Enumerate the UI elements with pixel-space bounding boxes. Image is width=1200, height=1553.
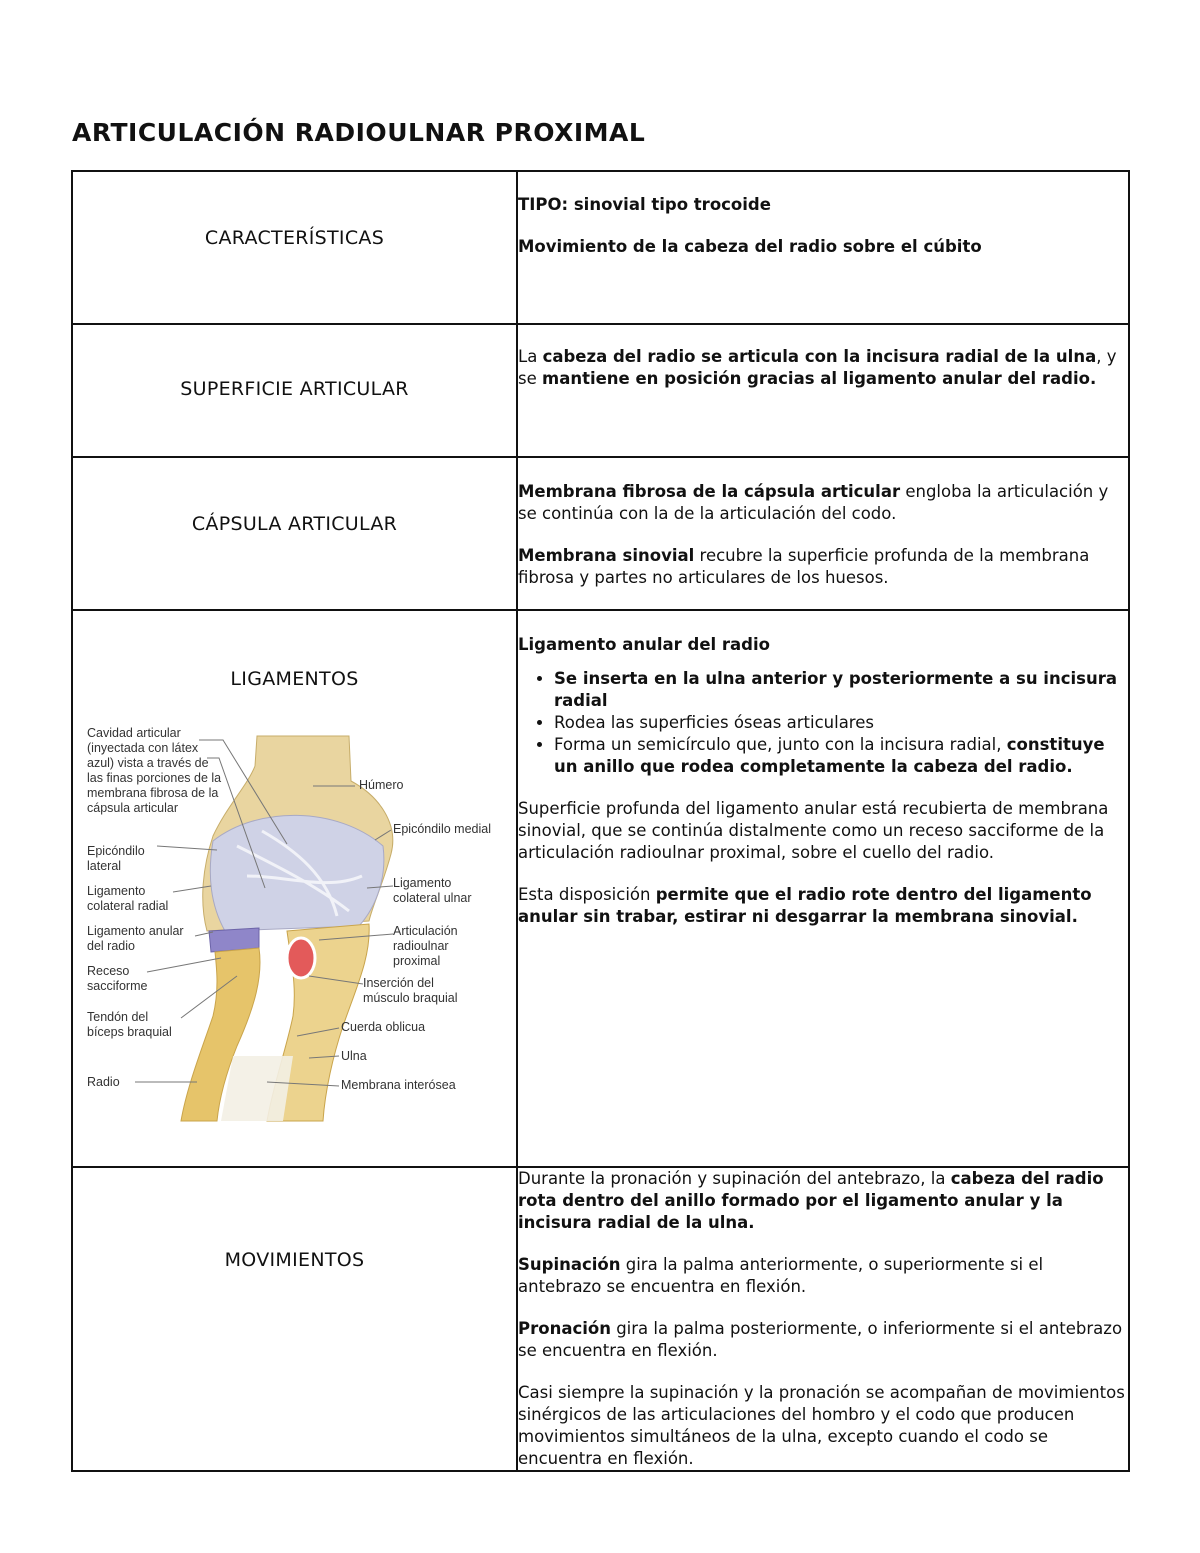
content-cell [517,324,1129,457]
movimiento-text: Movimiento de la cabeza del radio sobre el cúbito [518,237,982,256]
label-lig-colateral-ulnar: Ligamento colateral ulnar [393,876,472,905]
label-radio: Radio [87,1075,120,1089]
content-cell [517,457,1129,610]
label-tendon: Tendón del bíceps braquial [87,1010,172,1039]
content-cell [517,1167,1129,1471]
label-epicondilo-lateral: Epicóndilo lateral [87,844,145,873]
label-cuerda: Cuerda oblicua [341,1020,426,1034]
ligament-heading: Ligamento anular del radio [518,635,770,654]
ligament-paragraph-1: Superficie profunda del ligamento anular está recubierta de membrana sinovial, que se continúa distalmente como un receso sacciforme de la articulación radioulnar proximal, sobre el cuello del radio. [518,799,1109,862]
label-cell [72,324,517,457]
movimientos-paragraph-4: Casi siempre la supinación y la pronación se acompañan de movimientos sinérgicos de las articulaciones del hombro y el codo que producen movimientos simultáneos de la ulna, excepto cuando el codo se encuentra en flexión. [518,1383,1125,1468]
row-label-movimientos: MOVIMIENTOS [224,1249,365,1271]
interosseous-membrane [221,1056,293,1121]
ligament-paragraph-2: Esta disposición permite que el radio rote dentro del ligamento anular sin trabar, estirar ni desgarrar la membrana sinovial. [518,885,1092,926]
table-row-ligamentos [72,610,1129,1167]
ligament-bullets [518,668,1128,778]
list-item: • Forma un semicírculo que, junto con la incisura radial, constituye un anillo que rodea completamente la cabeza del radio. [554,734,1128,778]
label-cell [72,171,517,324]
label-cell [72,610,517,1167]
label-cell [72,457,517,610]
row-label-ligamentos: LIGAMENTOS [230,668,359,690]
content-cell [517,171,1129,324]
page-title: ARTICULACIÓN RADIOULNAR PROXIMAL [72,118,646,147]
tipo-text: TIPO: sinovial tipo trocoide [518,195,771,214]
label-cavidad: Cavidad articular (inyectada con látex azul) vista a través de las finas porciones de la membrana fibrosa de la cápsula articular [87,726,222,815]
label-articulacion: Articulación radioulnar proximal [393,924,458,968]
capsula-fibrosa-text: Membrana fibrosa de la cápsula articular engloba la articulación y se continúa con la de la articulación del codo. [518,482,1109,523]
table-row-capsula [72,457,1129,610]
label-insercion: Inserción del músculo braquial [363,976,458,1005]
label-lig-anular: Ligamento anular del radio [87,924,184,953]
label-lig-colateral-radial: Ligamento colateral radial [87,884,169,913]
content-cell [517,610,1129,1167]
superficie-text: La cabeza del radio se articula con la incisura radial de la ulna, y se mantiene en posición gracias al ligamento anular del radio. [518,347,1117,388]
label-membrana: Membrana interósea [341,1078,456,1092]
brachialis-insertion [287,938,315,978]
supinacion-paragraph: Supinación gira la palma anteriormente, o superiormente si el antebrazo se encuentra en flexión. [518,1255,1044,1296]
label-receso: Receso sacciforme [87,964,148,993]
label-ulna: Ulna [341,1049,367,1063]
list-item: • Se inserta en la ulna anterior y posteriormente a su incisura radial [554,668,1128,712]
table-row-caracteristicas [72,171,1129,324]
table-row-movimientos [72,1167,1129,1471]
label-humero: Húmero [359,778,404,792]
capsule-membrane [210,815,384,931]
elbow-anatomy-figure [87,726,507,1126]
list-item: • Rodea las superficies óseas articulares [554,712,1128,734]
movimientos-paragraph-1: Durante la pronación y supinación del antebrazo, la cabeza del radio rota dentro del anillo formado por el ligamento anular y la incisura radial de la ulna. [518,1169,1104,1232]
row-label-caracteristicas: CARACTERÍSTICAS [204,227,385,249]
row-label-capsula: CÁPSULA ARTICULAR [191,513,398,535]
capsula-sinovial-text: Membrana sinovial recubre la superficie profunda de la membrana fibrosa y partes no articulares de los huesos. [518,546,1090,587]
table-row-superficie [72,324,1129,457]
label-cell [72,1167,517,1471]
pronacion-paragraph: Pronación gira la palma posteriormente, o inferiormente si el antebrazo se encuentra en flexión. [518,1319,1123,1360]
label-epicondilo-medial: Epicóndilo medial [393,822,491,836]
row-label-superficie: SUPERFICIE ARTICULAR [180,378,409,400]
joint-table [71,170,1130,1472]
